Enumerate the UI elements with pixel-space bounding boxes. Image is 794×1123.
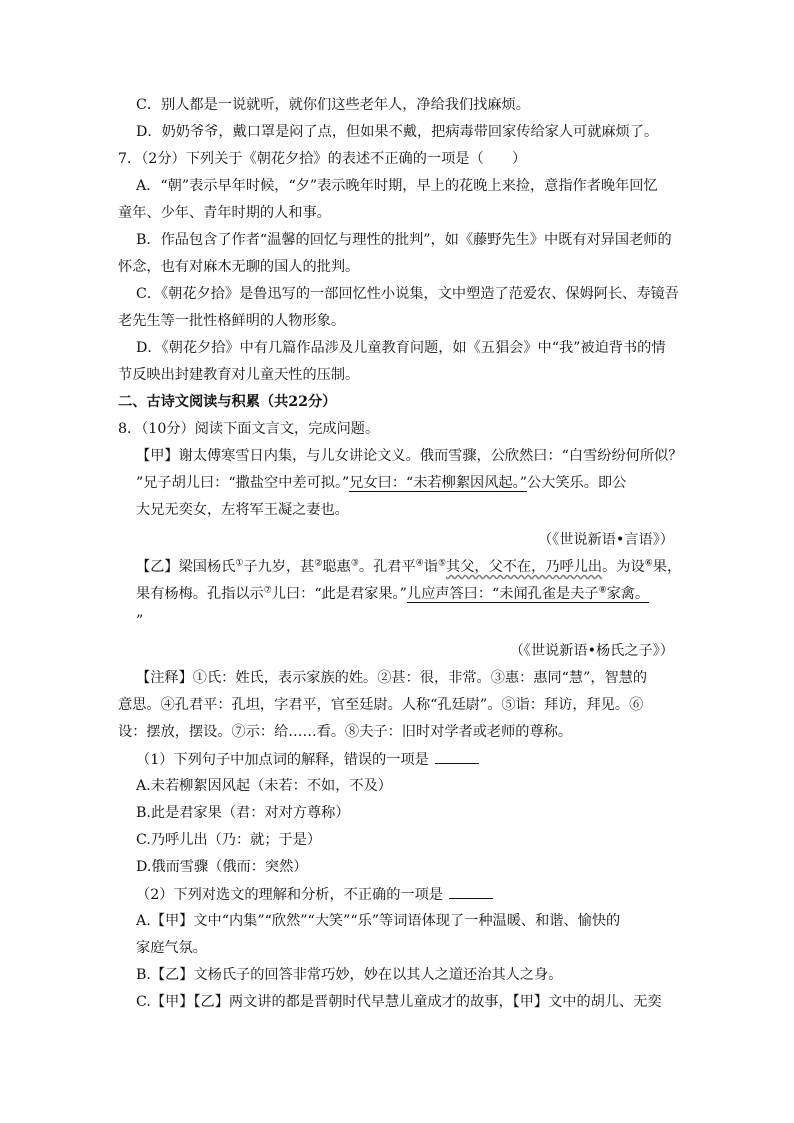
note-marker: ⑥ [644,558,653,569]
q8-stem: 8．（10分）阅读下面文言文，完成问题。 [118,421,380,437]
note-marker: ④ [415,558,424,569]
passage-yi-source: （《世说新语•杨氏之子》） [509,643,674,659]
notes-line1: 【注释】①氏：姓氏，表示家族的姓。②甚：很，非常。③惠：惠同“慧”，智慧的 [136,670,648,686]
passage-yi-line1: 【乙】梁国杨氏①子九岁，甚②聪惠③。孔君平④诣⑤其父，父不在，乃呼儿出。为设⑥果， [136,558,682,575]
sub-question-2: （2）下列对选文的理解和分析，不正确的一项是 [136,884,493,905]
note-marker: ③ [350,558,359,569]
section-heading: 二、古诗文阅读与积累（共22分） [118,394,337,410]
q7-option-b-line1: B．作品包含了作者“温馨的回忆与理性的批判”，如《藤野先生》中既有对异国老师的 [136,232,672,248]
q6-option-c: C．别人都是一说就听，就你们这些老年人，净给我们找麻烦。 [136,97,530,113]
note-marker: ⑤ [437,558,447,569]
sub1-option-b: B.此是君家果（君：对对方尊称） [136,805,350,821]
sub2-option-a-line2: 家庭气氛。 [136,940,207,956]
sub-question-1: （1）下列句子中加点词的解释，错误的一项是 [136,749,479,770]
sub1-option-c: C.乃呼儿出（乃：就；于是） [136,832,322,848]
note-marker: ② [314,558,323,569]
underlined-sentence: 儿应声答曰：“未闻孔雀是夫子⑧家禽。 [406,585,650,602]
sub1-option-d: D.俄而雪骤（俄而：突然） [136,859,308,875]
sub2-option-c-line1: C.【甲】【乙】两文讲的都是晋朝时代早慧儿童成才的故事，【甲】文中的胡儿、无奕 [136,994,662,1010]
sub2-option-a-line1: A.【甲】文中“内集”“欣然”“大笑”“乐”等词语体现了一种温暖、和谐、愉快的 [136,913,621,929]
note-marker: ⑦ [263,585,272,596]
underlined-sentence: 兄女曰：“未若柳絮因风起。” [349,475,527,491]
passage-jia-line1: 【甲】谢太傅寒雪日内集，与儿女讲论文义。俄而雪骤，公欣然曰：“白雪纷纷何所似？ [136,448,683,464]
q7-option-a-line1: A．“朝”表示早年时候，“夕”表示晚年时期，早上的花晚上来捡，意指作者晚年回忆 [136,178,658,194]
q6-option-d: D．奶奶爷爷，戴口罩是闷了点，但如果不戴，把病毒带回家传给家人可就麻烦了。 [136,124,659,140]
notes-line2: 意思。④孔君平：孔坦，字君平，官至廷尉。人称“孔廷尉”。⑤诣：拜访，拜见。⑥ [118,697,644,713]
q7-option-b-line2: 怀念，也有对麻木无聊的国人的批判。 [118,259,360,275]
passage-jia-line3: 大兄无奕女，左将军王凝之妻也。 [136,502,349,518]
notes-line3: 设：摆放，摆设。⑦示：给……看。⑧夫子：旧时对学者或老师的尊称。 [118,724,573,740]
q7-option-c-line1: C．《朝花夕拾》是鲁迅写的一部回忆性小说集，文中塑造了范爱农、保姆阿长、寿镜吾 [136,286,679,302]
wavy-underlined-phrase: 其父，父不在，乃呼儿出 [446,559,603,575]
passage-yi-line3: ” [136,613,144,629]
q7-option-c-line2: 老先生等一批性格鲜明的人物形象。 [118,313,346,329]
passage-yi-line2: 果有杨梅。孔指以示⑦儿曰：“此是君家果。”儿应声答曰：“未闻孔雀是夫子⑧家禽。 [136,585,650,602]
q7-option-d-line1: D．《朝花夕拾》中有几篇作品涉及儿童教育问题，如《五猖会》中“我”被迫背书的情 [136,340,666,356]
q7-stem: 7．（2分）下列关于《朝花夕拾》的表述不正确的一项是（ ） [118,151,527,167]
sub2-option-b: B.【乙】文杨氏子的回答非常巧妙，妙在以其人之道还治其人之身。 [136,967,563,983]
q7-option-a-line2: 童年、少年、青年时期的人和事。 [118,205,331,221]
sub1-option-a: A.未若柳絮因风起（未若：不如，不及） [136,778,392,794]
answer-blank[interactable] [435,749,479,764]
passage-jia-line2: ”兄子胡儿曰：“撒盐空中差可拟。”兄女曰：“未若柳絮因风起。”公大笑乐。即公 [136,475,627,491]
answer-blank[interactable] [449,884,493,899]
note-marker: ① [235,558,244,569]
passage-jia-source: （《世说新语•言语》） [537,532,674,548]
q7-option-d-line2: 节反映出封建教育对儿童天性的压制。 [118,367,360,383]
